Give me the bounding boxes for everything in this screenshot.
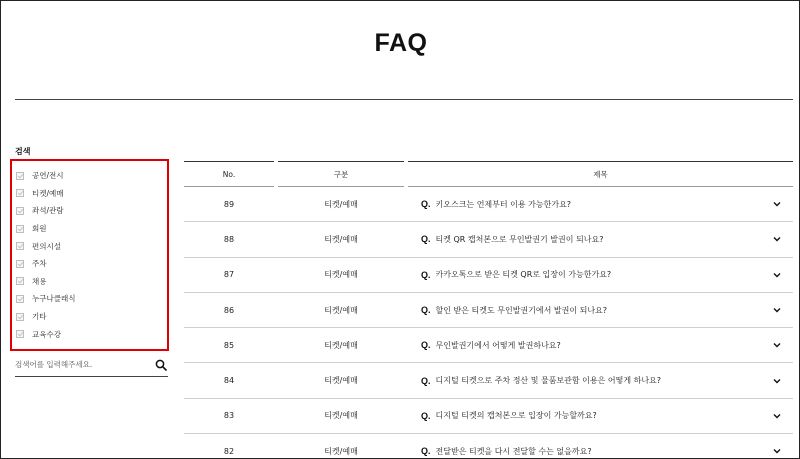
category-label: 회원: [32, 224, 47, 234]
category-item-performance[interactable]: [14, 167, 164, 185]
category-item-seat[interactable]: [14, 202, 164, 220]
chevron-down-icon[interactable]: [773, 307, 781, 313]
chevron-down-icon[interactable]: [773, 448, 781, 454]
row-number: 87: [223, 270, 235, 280]
checkbox-icon[interactable]: [16, 189, 24, 197]
chevron-down-icon[interactable]: [773, 201, 781, 207]
checkbox-icon[interactable]: [16, 330, 24, 338]
question-title[interactable]: 할인 받은 티켓도 무인발권기에서 발권이 되나요?: [435, 305, 608, 315]
category-label: 편의시설: [32, 241, 61, 251]
checkbox-icon[interactable]: [16, 313, 24, 321]
row-category: 티켓/예매: [324, 199, 358, 209]
category-item-classic[interactable]: [14, 290, 164, 308]
category-label: 티켓/예매: [32, 188, 64, 198]
table-row[interactable]: [184, 258, 793, 293]
question-title[interactable]: 디지털 티켓으로 주차 정산 및 물품보관함 이용은 어떻게 하나요?: [435, 376, 662, 386]
chevron-down-icon[interactable]: [773, 342, 781, 348]
table-header: [184, 161, 793, 187]
row-subject: [408, 446, 793, 457]
row-number: 89: [223, 199, 235, 209]
checkbox-icon[interactable]: [16, 225, 24, 233]
question-marker: Q.: [421, 446, 431, 457]
search-bar: [15, 353, 168, 377]
question-marker: Q.: [421, 199, 431, 210]
category-label: 주차: [32, 259, 47, 269]
question-marker: Q.: [421, 340, 431, 351]
row-subject: [408, 340, 793, 351]
row-subject: [408, 269, 793, 280]
header-subject: 제목: [408, 161, 793, 187]
category-item-recruit[interactable]: [14, 273, 164, 291]
table-row[interactable]: [184, 222, 793, 257]
row-number: 88: [223, 234, 235, 244]
row-category: 티켓/예매: [324, 411, 358, 421]
row-subject: [408, 199, 793, 210]
row-subject: [408, 375, 793, 386]
table-row[interactable]: [184, 434, 793, 459]
row-category: 티켓/예매: [324, 340, 358, 350]
question-marker: Q.: [421, 410, 431, 421]
header-no: No.: [184, 161, 274, 187]
table-row[interactable]: [184, 328, 793, 363]
question-title[interactable]: 키오스크는 언제부터 이용 가능한가요?: [435, 199, 572, 209]
checkbox-icon[interactable]: [16, 207, 24, 215]
row-category: 티켓/예매: [324, 376, 358, 386]
question-marker: Q.: [421, 269, 431, 280]
category-label: 누구나클래식: [32, 294, 76, 304]
question-title[interactable]: 티켓 QR 캡처본으로 무인발권기 발권이 되나요?: [435, 234, 604, 244]
category-item-ticket[interactable]: [14, 185, 164, 203]
checkbox-icon[interactable]: [16, 277, 24, 285]
row-number: 83: [223, 411, 235, 421]
table-row[interactable]: [184, 293, 793, 328]
row-category: 티켓/예매: [324, 270, 358, 280]
checkbox-icon[interactable]: [16, 260, 24, 268]
page-title: FAQ: [374, 29, 428, 57]
row-subject: [408, 305, 793, 316]
category-item-education[interactable]: [14, 325, 164, 343]
row-category: 티켓/예매: [324, 234, 358, 244]
header-category: 구분: [278, 161, 404, 187]
category-filter-box: [10, 159, 169, 351]
row-category: 티켓/예매: [324, 305, 358, 315]
table-row[interactable]: [184, 399, 793, 434]
checkbox-icon[interactable]: [16, 242, 24, 250]
row-number: 86: [223, 305, 235, 315]
row-number: 85: [223, 340, 235, 350]
category-item-etc[interactable]: [14, 308, 164, 326]
question-marker: Q.: [421, 305, 431, 316]
category-label: 기타: [32, 312, 47, 322]
category-item-member[interactable]: [14, 220, 164, 238]
chevron-down-icon[interactable]: [773, 378, 781, 384]
question-title[interactable]: 무인발권기에서 어떻게 발권하나요?: [435, 340, 561, 350]
question-marker: Q.: [421, 234, 431, 245]
category-label: 채용: [32, 276, 47, 286]
table-row[interactable]: [184, 187, 793, 222]
row-subject: [408, 234, 793, 245]
row-subject: [408, 410, 793, 421]
category-item-parking[interactable]: [14, 255, 164, 273]
chevron-down-icon[interactable]: [773, 413, 781, 419]
row-number: 82: [223, 446, 235, 456]
row-number: 84: [223, 376, 235, 386]
chevron-down-icon[interactable]: [773, 236, 781, 242]
question-title[interactable]: 전달받은 티켓을 다시 전달할 수는 없을까요?: [435, 446, 592, 456]
checkbox-icon[interactable]: [16, 295, 24, 303]
row-category: 티켓/예매: [324, 446, 358, 456]
question-title[interactable]: 디지털 티켓의 캡처본으로 입장이 가능할까요?: [435, 411, 597, 421]
question-title[interactable]: 카카오톡으로 받은 티켓 QR로 입장이 가능한가요?: [435, 270, 612, 280]
faq-table: [184, 161, 793, 459]
question-marker: Q.: [421, 375, 431, 386]
title-divider: [15, 99, 793, 100]
category-item-facilities[interactable]: [14, 237, 164, 255]
search-input[interactable]: [15, 357, 150, 371]
table-row[interactable]: [184, 363, 793, 398]
category-label: 공연/전시: [32, 171, 64, 181]
search-section-label: 검색: [15, 147, 31, 156]
category-label: 교육수강: [32, 329, 61, 339]
checkbox-icon[interactable]: [16, 172, 24, 180]
search-icon[interactable]: [155, 359, 167, 371]
category-list: [14, 167, 164, 343]
chevron-down-icon[interactable]: [773, 272, 781, 278]
category-label: 좌석/관람: [32, 206, 64, 216]
